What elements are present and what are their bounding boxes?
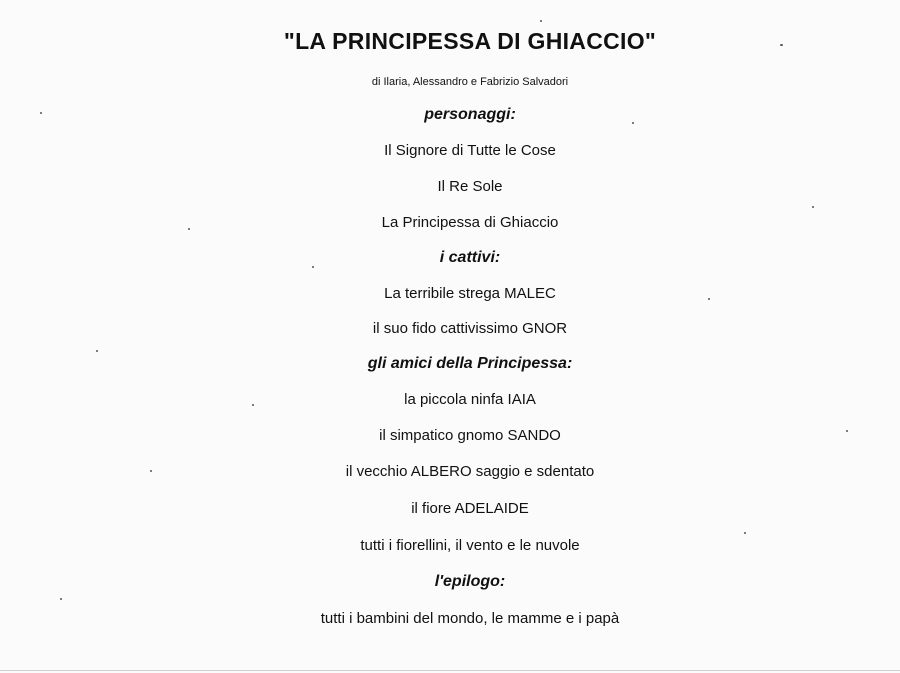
paper-speck <box>40 112 42 114</box>
paper-speck <box>780 44 783 46</box>
paper-speck <box>540 20 542 22</box>
authors-line: di Ilaria, Alessandro e Fabrizio Salvadori <box>371 76 569 88</box>
character-item: il vecchio ALBERO saggio e sdentato <box>345 463 595 480</box>
character-item: La Principessa di Ghiaccio <box>381 214 559 231</box>
section-heading-amici: gli amici della Principessa: <box>367 355 573 372</box>
paper-speck <box>150 470 152 472</box>
character-item: il fiore ADELAIDE <box>411 500 529 517</box>
paper-speck <box>96 350 98 352</box>
character-item: Il Signore di Tutte le Cose <box>384 142 556 159</box>
paper-speck <box>812 206 814 208</box>
character-item: La terribile strega MALEC <box>384 285 556 302</box>
paper-speck <box>188 228 190 230</box>
paper-speck <box>60 598 62 600</box>
section-heading-personaggi: personaggi: <box>424 106 516 123</box>
paper-speck <box>708 298 710 300</box>
paper-speck <box>312 266 314 268</box>
paper-speck <box>632 122 634 124</box>
paper-speck <box>846 430 848 432</box>
scan-edge-line <box>0 670 900 671</box>
page-title: "LA PRINCIPESSA DI GHIACCIO" <box>283 28 657 54</box>
section-heading-epilogo: l'epilogo: <box>434 573 506 590</box>
character-item: il suo fido cattivissimo GNOR <box>372 320 568 337</box>
character-item: tutti i bambini del mondo, le mamme e i papà <box>320 610 620 627</box>
section-heading-cattivi: i cattivi: <box>439 249 501 266</box>
character-item: la piccola ninfa IAIA <box>404 391 536 408</box>
paper-speck <box>744 532 746 534</box>
character-item: tutti i fiorellini, il vento e le nuvole <box>360 537 580 554</box>
paper-speck <box>252 404 254 406</box>
character-item: Il Re Sole <box>437 178 503 195</box>
character-item: il simpatico gnomo SANDO <box>379 427 561 444</box>
